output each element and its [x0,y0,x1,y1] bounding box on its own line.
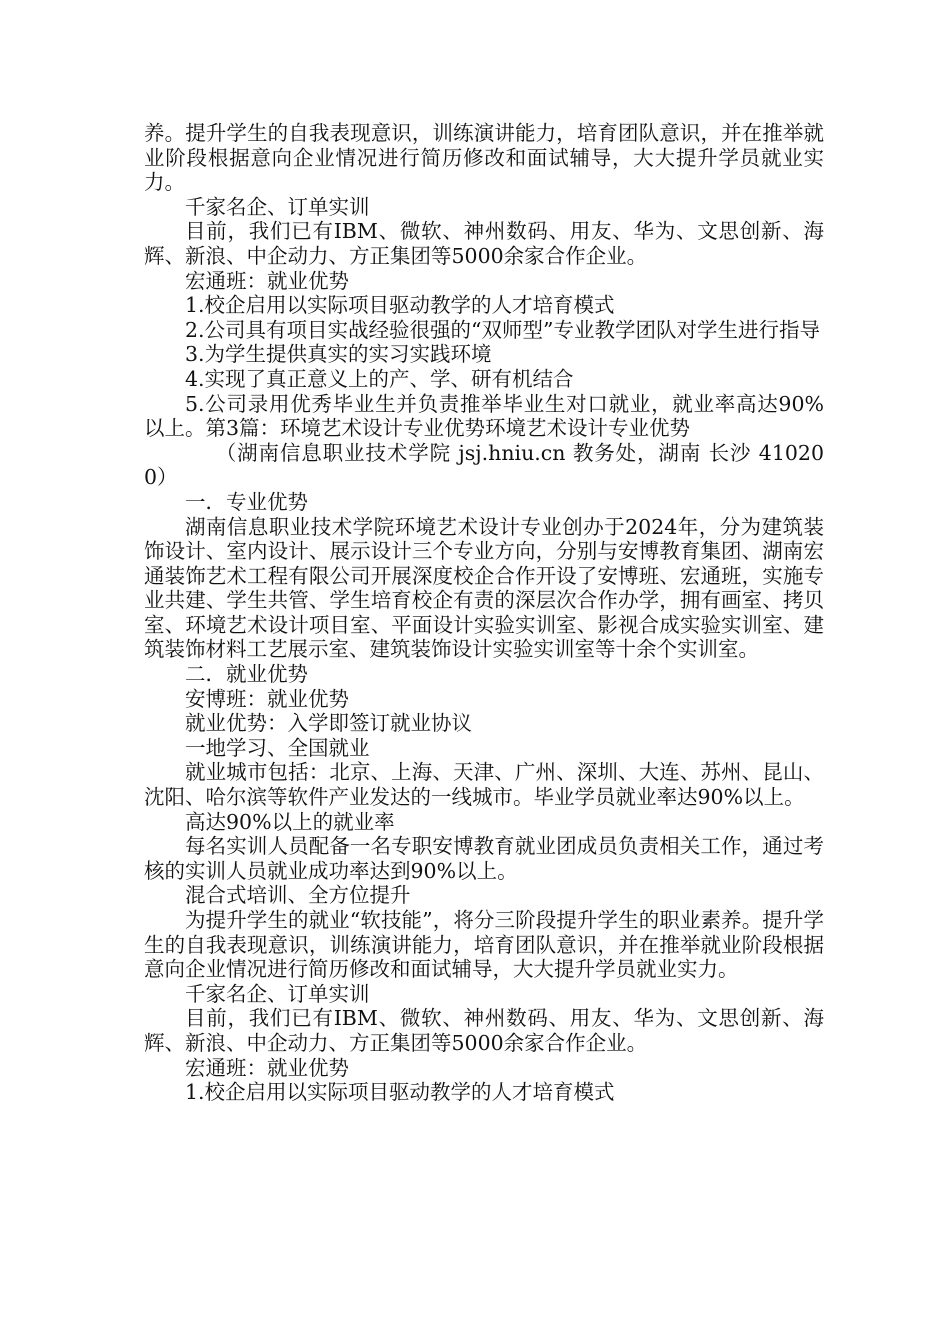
list-item-5: 5.公司录用优秀毕业生并负责推举毕业生对口就业，就业率高达90%以上。第3篇：环境艺术设计专业优势环境艺术设计专业优势 [144,391,824,441]
author-affiliation: （湖南信息职业技术学院 jsj.hniu.cn 教务处，湖南 长沙 410200） [144,440,824,490]
list-item-4: 4.实现了真正意义上的产、学、研有机结合 [185,366,574,391]
section-heading-employment-advantage: 二．就业优势 [185,662,308,687]
section-heading-major-advantage: 一．专业优势 [185,489,308,514]
heading-study-nationwide: 一地学习、全国就业 [185,735,370,760]
heading-partner-companies-repeat: 千家名企、订单实训 [185,981,370,1006]
paragraph-soft-skills: 为提升学生的就业“软技能”，将分三阶段提升学生的职业素养。提升学生的自我表现意识，训练演讲能力，培育团队意识，并在推举就业阶段根据意向企业情况进行简历修改和面试辅导，大大提升学员就业实力。 [144,908,824,982]
list-item-1-repeat: 1.校企启用以实际项目驱动教学的人才培育模式 [185,1080,615,1105]
heading-anbo-class: 安博班：就业优势 [185,686,349,711]
list-item-3: 3.为学生提供真实的实习实践环境 [185,342,492,367]
paragraph-major-intro: 湖南信息职业技术学院环境艺术设计专业创办于2024年，分为建筑装饰设计、室内设计、展示设计三个专业方向，分别与安博教育集团、湖南宏通装饰艺术工程有限公司开展深度校企合作开设了安博班、宏通班，实施专业共建、学生共管、学生培育校企有责的深层次合作办学，拥有画室、拷贝室、环境艺术设计项目室、平面设计实验实训室、影视合成实验实训室、建筑装饰材料工艺展示室、建筑装饰设计实验实训室等十余个实训室。 [144,514,824,662]
heading-blended-training: 混合式培训、全方位提升 [185,883,411,908]
list-item-2: 2.公司具有项目实战经验很强的“双师型”专业教学团队对学生进行指导 [185,317,821,342]
paragraph-employment-agreement: 就业优势：入学即签订就业协议 [185,711,472,736]
paragraph-continuation: 养。提升学生的自我表现意识，训练演讲能力，培育团队意识，并在推举就业阶段根据意向企业情况进行简历修改和面试辅导，大大提升学员就业实力。 [144,121,824,195]
heading-hongtong-class-repeat: 宏通班：就业优势 [185,1055,349,1080]
list-item-1: 1.校企启用以实际项目驱动教学的人才培育模式 [185,293,615,318]
heading-employment-rate: 高达90%以上的就业率 [185,809,395,834]
paragraph-partner-companies-repeat: 目前，我们已有IBM、微软、神州数码、用友、华为、文思创新、海辉、新浪、中企动力、方正集团等5000余家合作企业。 [144,1006,824,1055]
paragraph-employment-cities: 就业城市包括：北京、上海、天津、广州、深圳、大连、苏州、昆山、沈阳、哈尔滨等软件产业发达的一线城市。毕业学员就业率达90%以上。 [144,760,824,810]
document-page [144,121,824,1105]
heading-hongtong-class: 宏通班：就业优势 [185,268,349,293]
paragraph-employment-team: 每名实训人员配备一名专职安博教育就业团成员负责相关工作，通过考核的实训人员就业成功率达到90%以上。 [144,834,824,883]
paragraph-partner-companies: 目前，我们已有IBM、微软、神州数码、用友、华为、文思创新、海辉、新浪、中企动力、方正集团等5000余家合作企业。 [144,219,824,268]
heading-partner-companies: 千家名企、订单实训 [185,194,370,219]
